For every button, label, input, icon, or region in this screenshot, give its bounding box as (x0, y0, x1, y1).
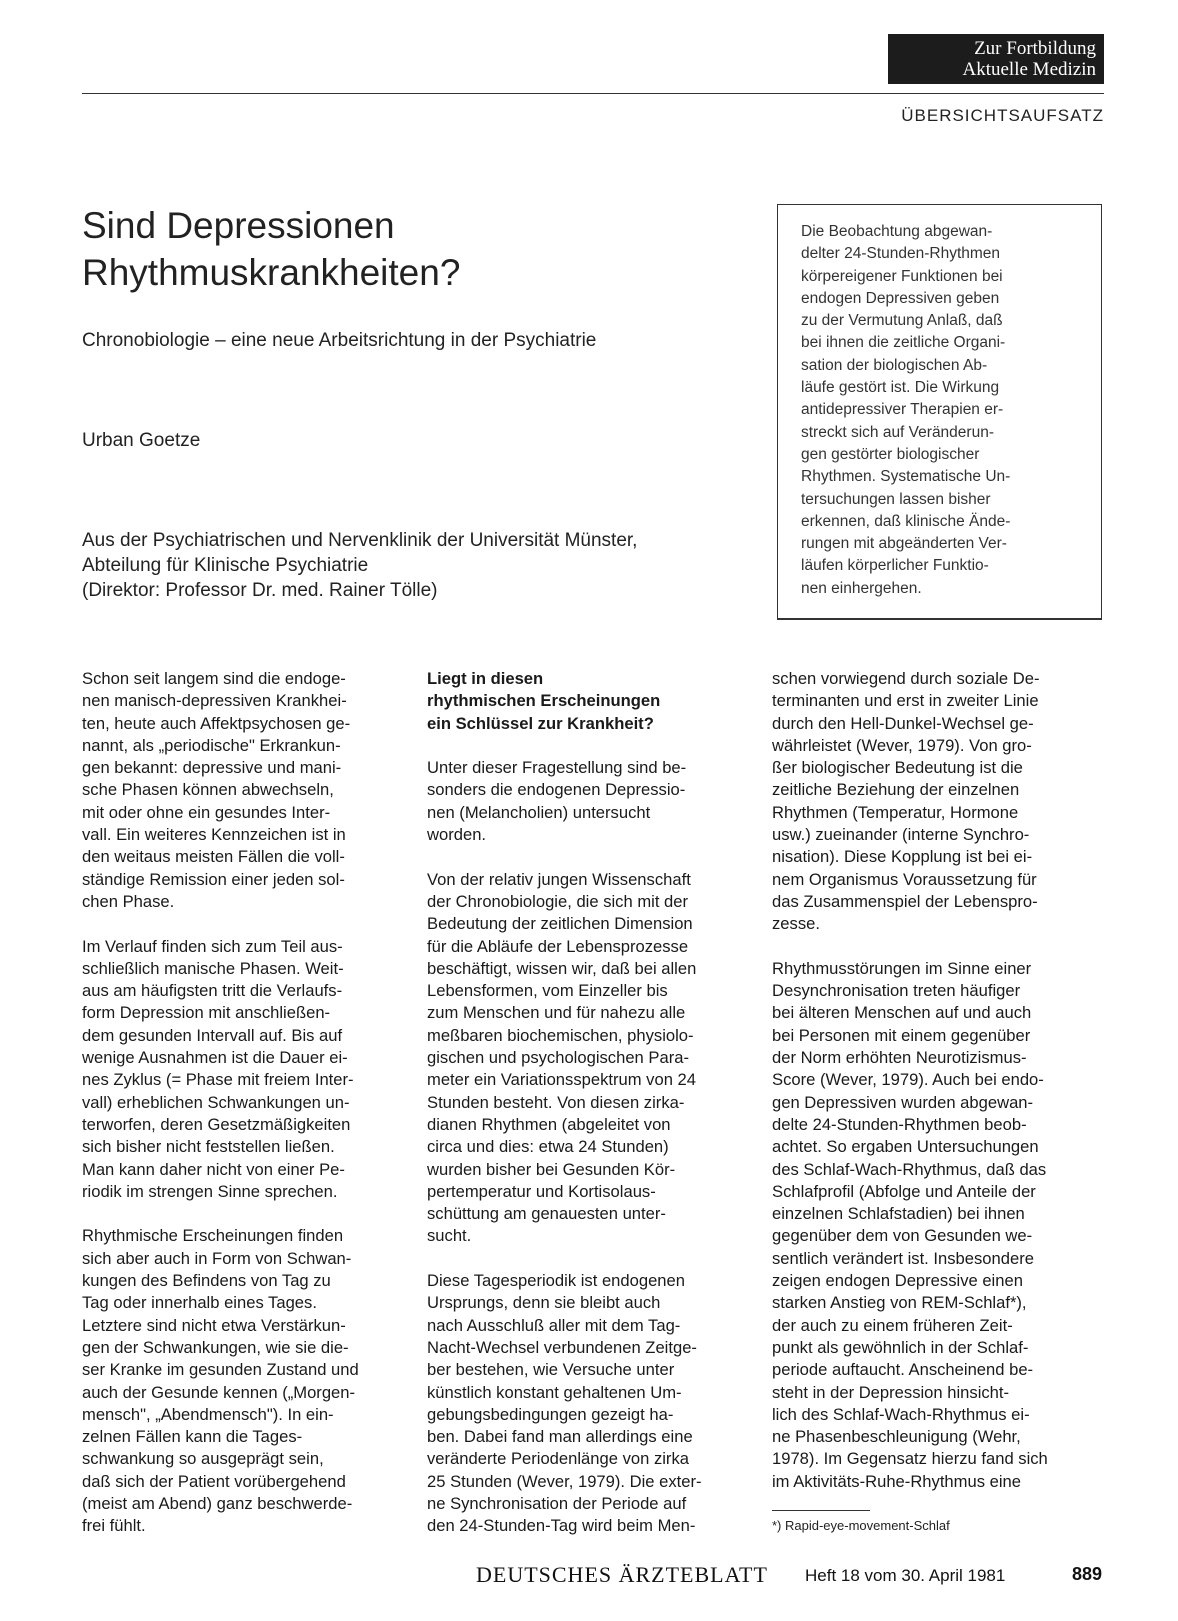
body-text-line: durch den Hell-Dunkel-Wechsel ge- (772, 713, 1034, 733)
body-text-line: zum Menschen und für nahezu alle (427, 1003, 686, 1023)
body-text-line: ständige Remission einer jeden sol- (82, 869, 345, 889)
body-text-line: mensch", „Abendmensch"). In ein- (82, 1404, 334, 1424)
abstract-line: nen einhergehen. (801, 579, 922, 597)
body-text-line: Rhythmische Erscheinungen finden (82, 1226, 344, 1246)
body-text-line: 1978). Im Gegensatz hierzu fand sich (772, 1449, 1048, 1469)
body-text-line: Letztere sind nicht etwa Verstärkun- (82, 1315, 346, 1335)
body-text-line: mit oder ohne ein gesundes Inter- (82, 802, 331, 822)
footnote-rule (772, 1510, 870, 1511)
body-text-line: sentlich verändert ist. Insbesondere (772, 1248, 1034, 1268)
body-text-line: schließlich manische Phasen. Weit- (82, 958, 344, 978)
body-text-line: des Schlaf-Wach-Rhythmus, daß das (772, 1159, 1047, 1179)
body-text-line: schwankung so ausgeprägt sein, (82, 1449, 324, 1469)
body-text-line: 25 Stunden (Wever, 1979). Die exter- (427, 1471, 702, 1491)
body-text-line: Im Verlauf finden sich zum Teil aus- (82, 936, 343, 956)
body-text-line: starken Anstieg von REM-Schlaf*), (772, 1293, 1027, 1313)
body-text-line: den 24-Stunden-Tag wird beim Men- (427, 1516, 696, 1536)
body-text-line: zeigen endogen Depressive einen (772, 1271, 1023, 1291)
abstract-box (777, 204, 1102, 620)
body-text-line: Score (Wever, 1979). Auch bei endo- (772, 1070, 1044, 1090)
body-text-line: ßer biologischer Bedeutung ist die (772, 758, 1023, 778)
affiliation (82, 528, 637, 603)
body-text-line: Man kann daher nicht von einer Pe- (82, 1159, 345, 1179)
footnote: *) Rapid-eye-movement-Schlaf (772, 1518, 950, 1533)
body-text-line: achtet. So ergaben Untersuchungen (772, 1137, 1039, 1157)
body-text-line: aus am häufigsten tritt die Verlaufs- (82, 981, 343, 1001)
body-text-line: lich des Schlaf-Wach-Rhythmus ei- (772, 1404, 1030, 1424)
body-text-line: gen der Schwankungen, wie sie die- (82, 1337, 349, 1357)
body-text-line: der Chronobiologie, die sich mit der (427, 891, 689, 911)
body-text-line: terminanten und erst in zweiter Linie (772, 691, 1039, 711)
article-subtitle: Chronobiologie – eine neue Arbeitsrichtung in der Psychiatrie (82, 330, 597, 351)
badge-line-1: Zur Fortbildung (974, 38, 1096, 59)
body-text-line: Schon seit langem sind die endoge- (82, 669, 346, 688)
body-text-line: Ursprungs, denn sie bleibt auch (427, 1293, 661, 1313)
issue-info: Heft 18 vom 30. April 1981 (805, 1566, 1006, 1585)
body-text-line: nes Zyklus (= Phase mit freiem Inter- (82, 1070, 354, 1090)
abstract-line: gen gestörter biologischer (801, 445, 980, 463)
affiliation-line: Abteilung für Klinische Psychiatrie (82, 555, 369, 576)
abstract-line: streckt sich auf Veränderun- (801, 423, 994, 441)
body-text-line: Lebensformen, vom Einzeller bis (427, 981, 668, 1001)
body-text-line: Unter dieser Fragestellung sind be- (427, 758, 687, 778)
abstract-line: zu der Vermutung Anlaß, daß (801, 312, 1003, 330)
abstract-line: antidepressiver Therapien er- (801, 401, 1004, 419)
section-heading-line: ein Schlüssel zur Krankheit? (427, 713, 654, 733)
body-text-line: worden. (427, 825, 487, 845)
section-label: ÜBERSICHTSAUFSATZ (901, 106, 1104, 125)
body-text-line: ten, heute auch Affektpsychosen ge- (82, 713, 351, 733)
body-text-line: Diese Tagesperiodik ist endogenen (427, 1271, 685, 1291)
title-line-1: Sind Depressionen (82, 205, 395, 246)
body-text-line: gegenüber dem von Gesunden we- (772, 1226, 1033, 1246)
body-text-line: dem gesunden Intervall auf. Bis auf (82, 1025, 343, 1045)
body-text-line: gen Depressiven wurden abgewan- (772, 1092, 1034, 1112)
abstract-line: endogen Depressiven geben (801, 289, 1000, 307)
body-text-line: schüttung am genauesten unter- (427, 1204, 666, 1224)
abstract-line: läufen körperlicher Funktio- (801, 557, 989, 575)
body-text-line: meßbaren biochemischen, physiolo- (427, 1025, 694, 1045)
body-text-line: Tag oder innerhalb eines Tages. (82, 1293, 317, 1313)
body-text-line: sucht. (427, 1226, 472, 1246)
body-text-line: einzelnen Schlafstadien) bei ihnen (772, 1204, 1025, 1224)
body-text-line: sonders die endogenen Depressio- (427, 780, 686, 800)
paragraph-gap (427, 1248, 742, 1270)
body-text-line: steht in der Depression hinsicht- (772, 1382, 1010, 1402)
body-text-line: gischen und psychologischen Para- (427, 1048, 689, 1068)
body-column-2 (427, 668, 742, 1538)
abstract-line: rungen mit abgeänderten Ver- (801, 535, 1007, 553)
body-text-line: Nacht-Wechsel verbundenen Zeitge- (427, 1337, 697, 1357)
body-text-line: zesse. (772, 914, 820, 934)
body-text-line: sche Phasen können abwechseln, (82, 780, 334, 800)
body-text-line: usw.) zueinander (interne Synchro- (772, 825, 1030, 845)
body-text-line: Von der relativ jungen Wissenschaft (427, 869, 691, 889)
abstract-line: läufe gestört ist. Die Wirkung (801, 379, 1000, 397)
body-text-line: ne Phasenbeschleunigung (Wehr, (772, 1427, 1021, 1447)
paragraph-gap (427, 846, 742, 868)
body-text-line: nen (Melancholien) untersucht (427, 802, 651, 822)
body-text-line: auch der Gesunde kennen („Morgen- (82, 1382, 356, 1402)
body-text-line: zeitliche Beziehung der einzelnen (772, 780, 1020, 800)
abstract-line: sation der biologischen Ab- (801, 356, 988, 374)
series-badge (888, 34, 1104, 84)
body-text-line: das Zusammenspiel der Lebenspro- (772, 891, 1038, 911)
body-text-line: für die Abläufe der Lebensprozesse (427, 936, 689, 956)
header-rule (82, 93, 1104, 94)
body-text-line: ne Synchronisation der Periode auf (427, 1493, 687, 1513)
body-text-line: dianen Rhythmen (abgeleitet von (427, 1114, 671, 1134)
body-text-line: Stunden besteht. Von diesen zirka- (427, 1092, 685, 1112)
body-text-line: ben. Dabei fand man allerdings eine (427, 1427, 693, 1447)
body-text-line: veränderte Periodenlänge von zirka (427, 1449, 689, 1469)
body-text-line: Rhythmen (Temperatur, Hormone (772, 802, 1019, 822)
body-text-line: wenige Ausnahmen ist die Dauer ei- (82, 1048, 348, 1068)
body-column-3 (772, 668, 1087, 1493)
page-number: 889 (1071, 1564, 1102, 1584)
abstract-line: tersuchungen lassen bisher (801, 490, 991, 508)
body-text-line: punkt als gewöhnlich in der Schlaf- (772, 1337, 1029, 1357)
body-text-line: vall. Ein weiteres Kennzeichen ist in (82, 825, 346, 845)
body-text-line: gen bekannt: depressive und mani- (82, 758, 342, 778)
body-text-line: nach Ausschluß aller mit dem Tag- (427, 1315, 681, 1335)
paragraph-gap (82, 1203, 397, 1225)
body-text-line: ser Kranke im gesunden Zustand und (82, 1360, 359, 1380)
body-text-line: den weitaus meisten Fällen die voll- (82, 847, 345, 867)
journal-name: DEUTSCHES ÄRZTEBLATT (476, 1562, 768, 1587)
body-text-line: daß sich der Patient vorübergehend (82, 1471, 346, 1491)
body-column-1 (82, 668, 397, 1538)
abstract-text (801, 221, 1075, 600)
body-text-line: terworfen, deren Gesetzmäßigkeiten (82, 1114, 351, 1134)
paragraph-gap (427, 735, 742, 757)
body-text-line: sich aber auch in Form von Schwan- (82, 1248, 352, 1268)
body-text-line: riodik im strengen Sinne sprechen. (82, 1181, 338, 1201)
body-text-line: der auch zu einem früheren Zeit- (772, 1315, 1013, 1335)
author-name: Urban Goetze (82, 430, 201, 451)
body-text-line: schen vorwiegend durch soziale De- (772, 669, 1040, 688)
abstract-line: Die Beobachtung abgewan- (801, 223, 993, 240)
abstract-line: körpereigener Funktionen bei (801, 267, 1003, 285)
body-text-line: Desynchronisation treten häufiger (772, 981, 1021, 1001)
body-text-line: (meist am Abend) ganz beschwerde- (82, 1493, 353, 1513)
affiliation-line: (Direktor: Professor Dr. med. Rainer Tölle) (82, 580, 438, 601)
body-text-line: Schlafprofil (Abfolge und Anteile der (772, 1181, 1036, 1201)
paragraph-gap (82, 913, 397, 935)
body-text-line: künstlich konstant gehaltenen Um- (427, 1382, 682, 1402)
title-line-2: Rhythmuskrankheiten? (82, 252, 461, 293)
body-text-line: bei älteren Menschen auf und auch (772, 1003, 1032, 1023)
body-text-line: pertemperatur und Kortisolaus- (427, 1181, 656, 1201)
body-text-line: circa und dies: etwa 24 Stunden) (427, 1137, 669, 1157)
body-text-line: zelnen Fällen kann die Tages- (82, 1427, 303, 1447)
body-text-line: delte 24-Stunden-Rhythmen beob- (772, 1114, 1027, 1134)
body-text-line: sich bisher nicht feststellen ließen. (82, 1137, 335, 1157)
section-heading-line: rhythmischen Erscheinungen (427, 691, 661, 711)
article-title (82, 202, 722, 296)
body-text-line: nannt, als „periodische" Erkrankun- (82, 735, 341, 755)
body-text-line: bei Personen mit einem gegenüber (772, 1025, 1031, 1045)
body-text-line: nisation). Diese Kopplung ist bei ei- (772, 847, 1033, 867)
body-text-line: nem Organismus Voraussetzung für (772, 869, 1037, 889)
body-text-line: wurden bisher bei Gesunden Kör- (427, 1159, 676, 1179)
body-text-line: im Aktivitäts-Ruhe-Rhythmus eine (772, 1471, 1021, 1491)
body-text-line: gebungsbedingungen gezeigt ha- (427, 1404, 674, 1424)
body-text-line: währleistet (Wever, 1979). Von gro- (772, 735, 1032, 755)
body-text-line: ber bestehen, wie Versuche unter (427, 1360, 675, 1380)
badge-line-2: Aktuelle Medizin (962, 59, 1096, 80)
body-text-line: der Norm erhöhten Neurotizismus- (772, 1048, 1027, 1068)
abstract-line: Rhythmen. Systematische Un- (801, 468, 1011, 486)
body-text-line: Rhythmusstörungen im Sinne einer (772, 958, 1032, 978)
body-text-line: frei fühlt. (82, 1516, 146, 1536)
body-text-line: Bedeutung der zeitlichen Dimension (427, 914, 693, 934)
body-text-line: meter ein Variationsspektrum von 24 (427, 1070, 697, 1090)
body-text-line: form Depression mit anschließen- (82, 1003, 331, 1023)
abstract-line: erkennen, daß klinische Ände- (801, 512, 1011, 530)
section-heading-line: Liegt in diesen (427, 669, 544, 688)
body-text-line: kungen des Befindens von Tag zu (82, 1271, 331, 1291)
body-text-line: beschäftigt, wissen wir, daß bei allen (427, 958, 697, 978)
body-text-line: chen Phase. (82, 891, 175, 911)
body-text-line: nen manisch-depressiven Krankhei- (82, 691, 347, 711)
affiliation-line: Aus der Psychiatrischen und Nervenklinik der Universität Münster, (82, 530, 638, 551)
body-text-line: periode auftaucht. Anscheinend be- (772, 1360, 1034, 1380)
body-text-line: vall) erheblichen Schwankungen un- (82, 1092, 350, 1112)
abstract-line: bei ihnen die zeitliche Organi- (801, 334, 1006, 352)
abstract-line: delter 24-Stunden-Rhythmen (801, 245, 1001, 263)
paragraph-gap (772, 936, 1087, 958)
